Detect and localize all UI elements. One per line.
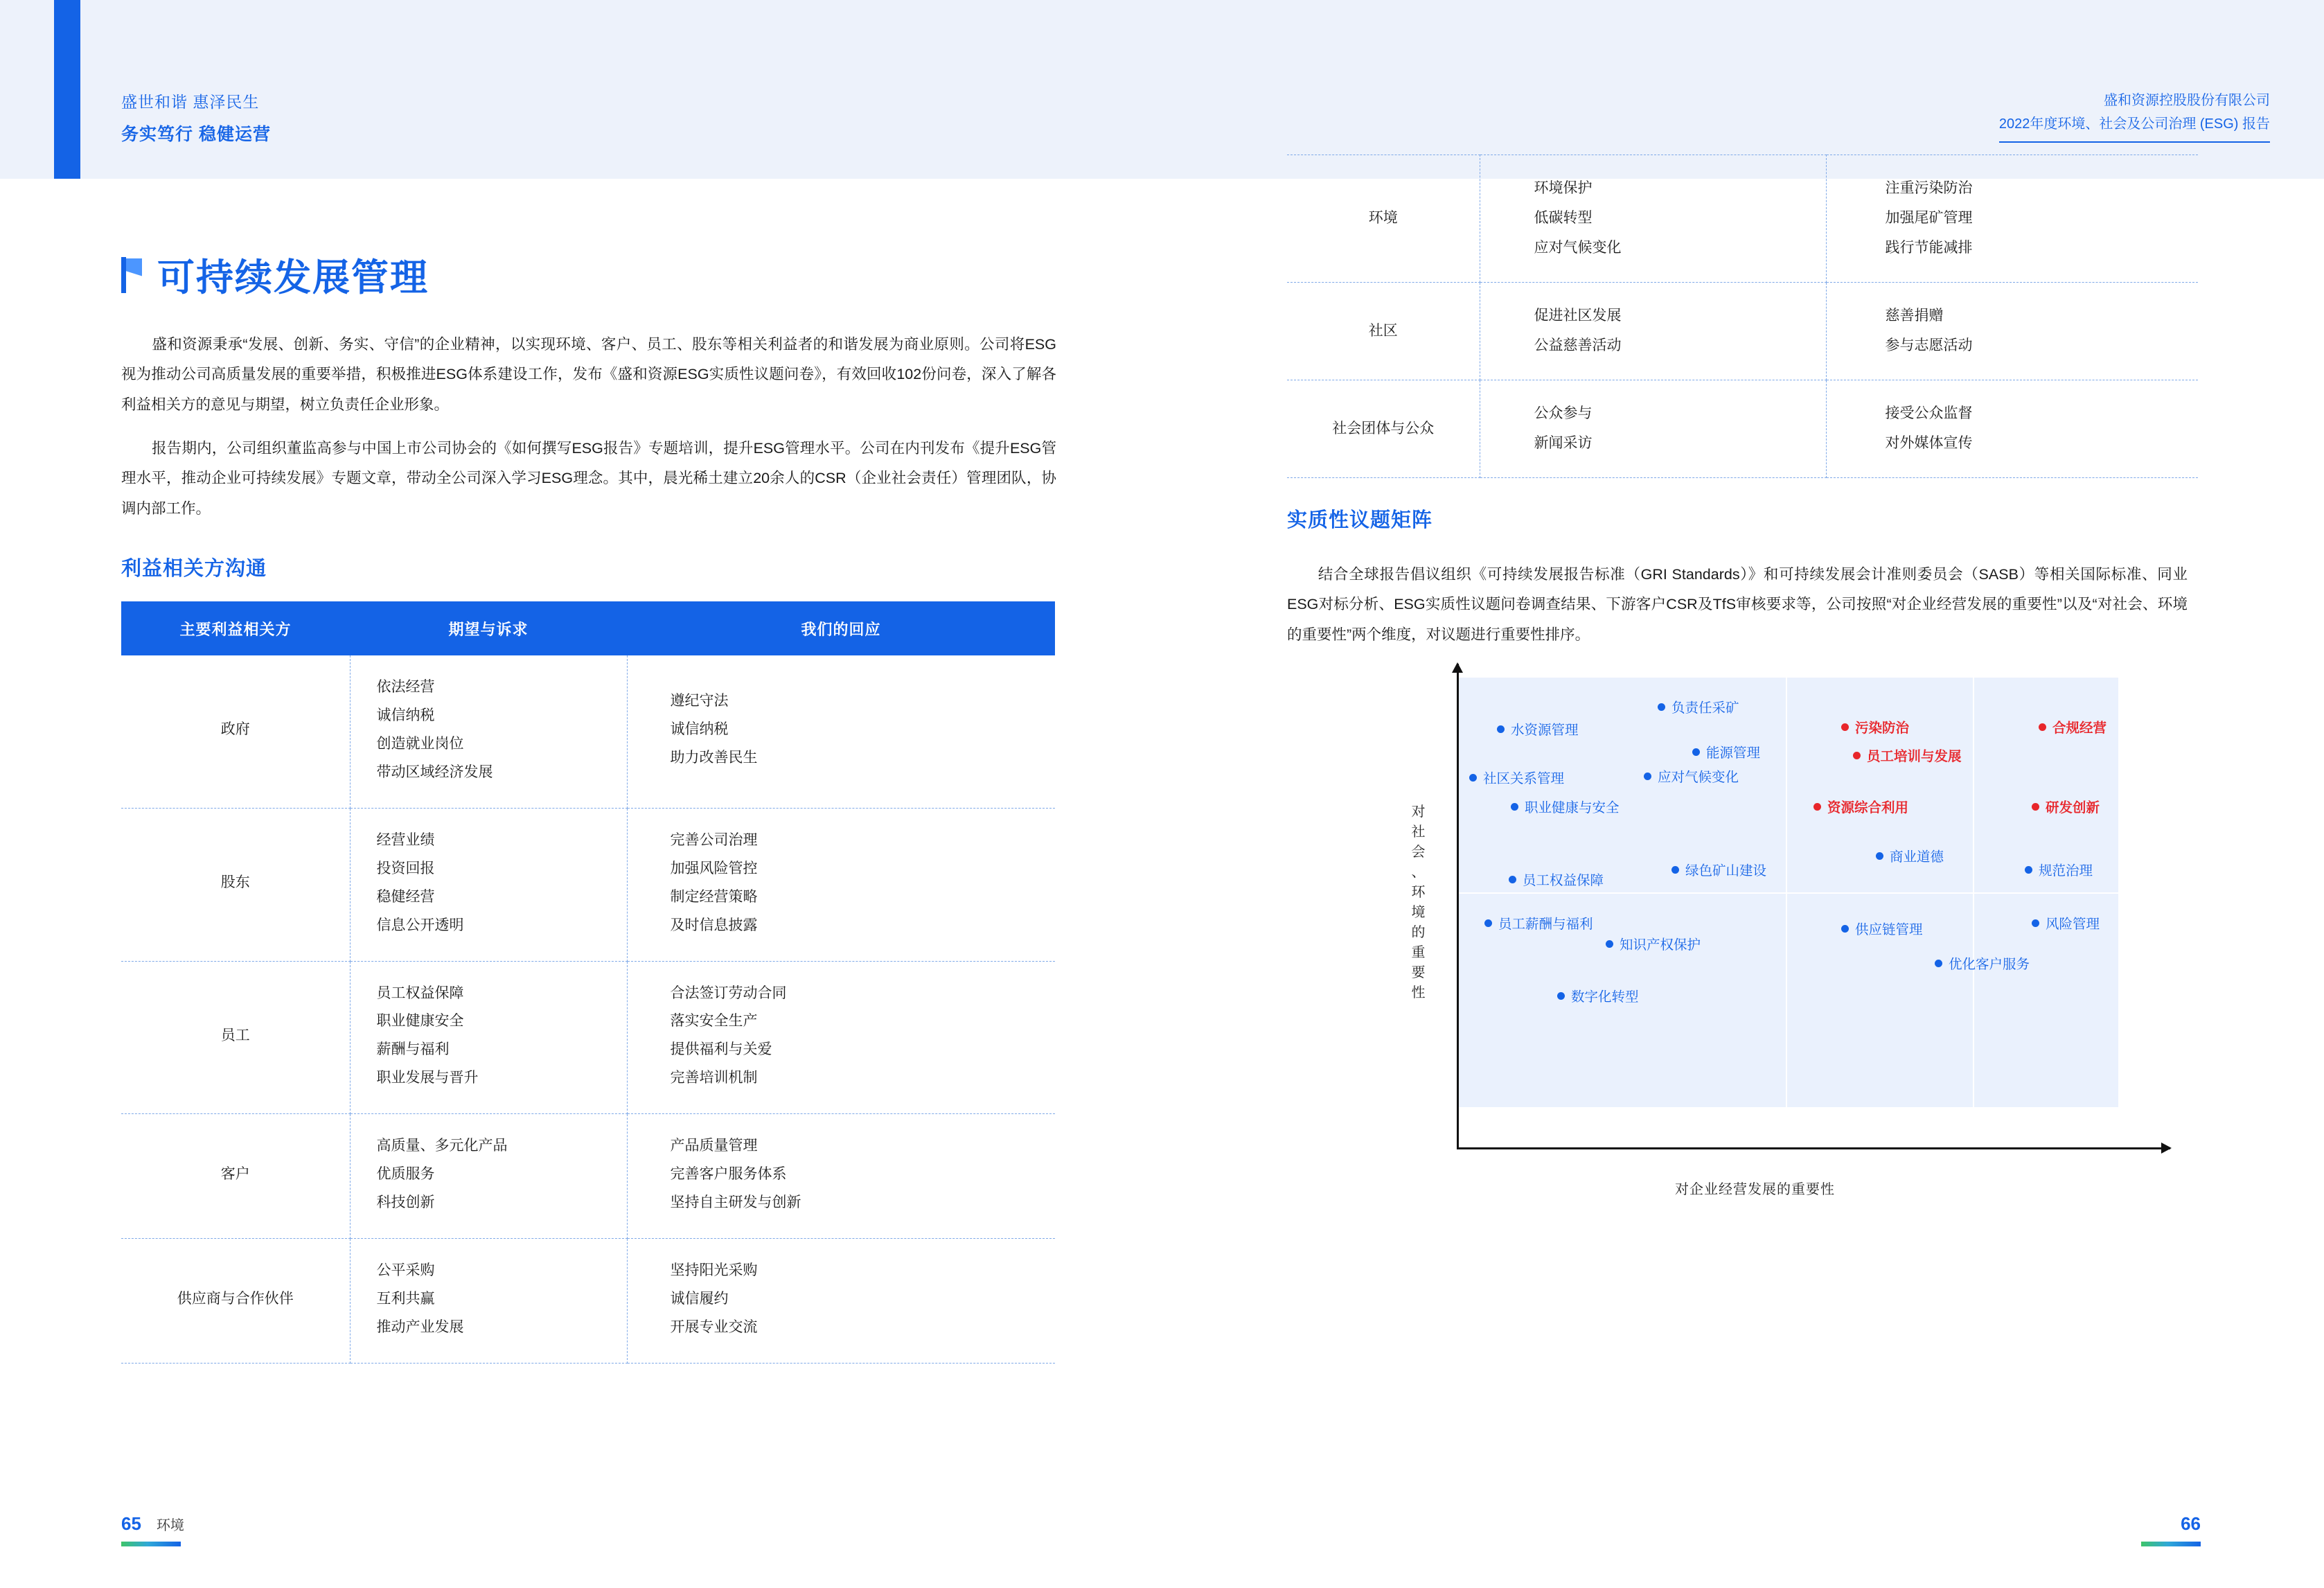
row-stakeholder-name: 环境 bbox=[1287, 155, 1480, 283]
response-item: 完善公司治理 bbox=[670, 831, 758, 848]
chart-point: 数字化转型 bbox=[1557, 986, 1639, 1005]
expectation-item: 诚信纳税 bbox=[376, 707, 435, 723]
row-responses bbox=[1826, 155, 2198, 283]
header-company-name: 盛和资源控股股份有限公司 bbox=[2104, 93, 2270, 108]
response-item: 完善培训机制 bbox=[670, 1070, 758, 1086]
table-header-cell-stakeholder: 主要利益相关方 bbox=[121, 601, 350, 655]
footer-left bbox=[121, 1513, 184, 1546]
footer-right bbox=[2141, 1513, 2201, 1546]
expectation-item: 高质量、多元化产品 bbox=[376, 1138, 508, 1154]
row-responses bbox=[627, 655, 1055, 808]
expectation-item: 公平采购 bbox=[376, 1262, 435, 1279]
section-title-materiality: 实质性议题矩阵 bbox=[1287, 509, 1433, 531]
chart-point: 负责任采矿 bbox=[1658, 697, 1739, 716]
footer-chapter-label: 环境 bbox=[156, 1518, 184, 1533]
response-item: 合法签订劳动合同 bbox=[670, 985, 787, 1001]
row-responses bbox=[1826, 380, 2198, 478]
response-item: 提供福利与关爱 bbox=[670, 1041, 772, 1058]
expectation-item: 职业发展与晋升 bbox=[376, 1070, 479, 1086]
intro-paragraph-2 bbox=[121, 434, 1056, 524]
expectation-item: 优质服务 bbox=[376, 1166, 435, 1183]
chart-y-axis bbox=[1457, 664, 1459, 1149]
intro-paragraph-1 bbox=[121, 330, 1056, 420]
row-stakeholder-name: 政府 bbox=[121, 655, 350, 808]
chart-plot-area bbox=[1457, 678, 2118, 1107]
row-expectations bbox=[1480, 283, 1826, 380]
chart-gridline-horizontal bbox=[1457, 892, 2118, 894]
chart-point: 风险管理 bbox=[2032, 913, 2100, 933]
row-stakeholder-name: 客户 bbox=[121, 1114, 350, 1239]
expectation-item: 经营业绩 bbox=[376, 831, 435, 848]
row-stakeholder-name: 股东 bbox=[121, 808, 350, 961]
table-row bbox=[121, 808, 1055, 961]
row-stakeholder-name: 社会团体与公众 bbox=[1287, 380, 1480, 478]
row-expectations bbox=[350, 1239, 627, 1364]
page-number-left: 65 bbox=[121, 1513, 141, 1534]
response-item: 遵纪守法 bbox=[670, 693, 729, 709]
chart-point-highlight: 合规经营 bbox=[2039, 717, 2106, 736]
page-title-text: 可持续发展管理 bbox=[157, 257, 429, 299]
row-expectations bbox=[1480, 155, 1826, 283]
right-page bbox=[1162, 179, 2324, 1588]
stakeholder-table bbox=[121, 601, 1055, 1364]
expectation-item: 科技创新 bbox=[376, 1194, 435, 1211]
materiality-matrix-chart bbox=[1287, 664, 2215, 1357]
row-responses bbox=[627, 808, 1055, 961]
chart-point: 商业道德 bbox=[1876, 846, 1944, 865]
expectation-item: 创造就业岗位 bbox=[376, 735, 464, 752]
expectation-item: 薪酬与福利 bbox=[376, 1041, 450, 1058]
expectation-item: 信息公开透明 bbox=[376, 917, 464, 933]
header-slogan-line2: 务实笃行 稳健运营 bbox=[121, 124, 271, 144]
response-item: 加强尾矿管理 bbox=[1885, 210, 1973, 227]
table-row bbox=[1287, 155, 2198, 283]
expectation-item: 稳健经营 bbox=[376, 888, 435, 905]
table-row bbox=[1287, 380, 2198, 478]
table-header-row bbox=[121, 601, 1055, 655]
chart-point: 水资源管理 bbox=[1497, 719, 1579, 739]
row-responses bbox=[1826, 283, 2198, 380]
chart-point: 绿色矿山建设 bbox=[1671, 860, 1766, 879]
chart-x-axis-label: 对企业经营发展的重要性 bbox=[1675, 1182, 1835, 1197]
response-item: 慈善捐赠 bbox=[1885, 308, 1944, 324]
chart-point-highlight: 员工培训与发展 bbox=[1853, 746, 1962, 765]
footer-accent-bar bbox=[2141, 1542, 2201, 1546]
row-expectations bbox=[1480, 380, 1826, 478]
response-item: 诚信履约 bbox=[670, 1291, 729, 1307]
response-item: 对外媒体宣传 bbox=[1885, 435, 1973, 452]
footer-accent-bar bbox=[121, 1542, 181, 1546]
response-item: 落实安全生产 bbox=[670, 1013, 758, 1030]
row-expectations bbox=[350, 655, 627, 808]
response-item: 注重污染防治 bbox=[1885, 180, 1973, 196]
row-expectations bbox=[350, 1114, 627, 1239]
chart-x-axis bbox=[1457, 1147, 2170, 1149]
table-row bbox=[121, 1114, 1055, 1239]
response-item: 产品质量管理 bbox=[670, 1138, 758, 1154]
header-slogan-line1: 盛世和谐 惠泽民生 bbox=[121, 93, 260, 111]
response-item: 及时信息披露 bbox=[670, 917, 758, 933]
expectation-item: 依法经营 bbox=[376, 679, 435, 695]
row-stakeholder-name: 社区 bbox=[1287, 283, 1480, 380]
row-responses bbox=[627, 1114, 1055, 1239]
expectation-item: 推动产业发展 bbox=[376, 1318, 464, 1335]
left-page bbox=[0, 179, 1162, 1588]
row-responses bbox=[627, 1239, 1055, 1364]
header-slogan bbox=[121, 90, 271, 148]
expectation-item: 职业健康安全 bbox=[376, 1013, 464, 1030]
expectation-item: 新闻采访 bbox=[1534, 435, 1593, 452]
flag-icon bbox=[121, 257, 142, 293]
intro-paragraph-1-text: 盛和资源秉承“发展、创新、务实、守信”的企业精神，以实现环境、客户、员工、股东等相关利益者的和谐发展为商业原则。公司将ESG视为推动公司高质量发展的重要举措，积极推进ESG体系建设工作，发布《盛和资源ESG实质性议题问卷》，有效回收102份问卷，深入了解各利益相关方的意见与期望，树立负责任企业形象。 bbox=[121, 336, 1056, 413]
expectation-item: 带动区域经济发展 bbox=[376, 764, 493, 780]
table-row bbox=[121, 655, 1055, 808]
response-item: 坚持阳光采购 bbox=[670, 1262, 758, 1279]
response-item: 制定经营策略 bbox=[670, 888, 758, 905]
chart-point-highlight: 污染防治 bbox=[1841, 717, 1909, 736]
response-item: 践行节能减排 bbox=[1885, 240, 1973, 256]
page-title bbox=[121, 248, 429, 301]
chart-point-highlight: 研发创新 bbox=[2032, 797, 2100, 816]
expectation-item: 环境保护 bbox=[1534, 180, 1593, 196]
chart-point: 优化客户服务 bbox=[1935, 953, 2030, 973]
response-item: 加强风险管控 bbox=[670, 860, 758, 876]
row-stakeholder-name: 供应商与合作伙伴 bbox=[121, 1239, 350, 1364]
table-row bbox=[121, 961, 1055, 1114]
chart-point: 供应链管理 bbox=[1841, 919, 1923, 938]
chart-point: 社区关系管理 bbox=[1469, 768, 1564, 787]
header-report-name: 2022年度环境、社会及公司治理 (ESG) 报告 bbox=[1998, 116, 2270, 132]
chart-y-axis-label: 对 社 会 、 环 境 的 重 要 性 bbox=[1411, 804, 1426, 1000]
header-rule bbox=[1999, 141, 2270, 143]
expectation-item: 应对气候变化 bbox=[1534, 240, 1622, 256]
intro-paragraph-2-text: 报告期内，公司组织董监高参与中国上市公司协会的《如何撰写ESG报告》专题培训，提升ESG管理水平。公司在内刊发布《提升ESG管理水平，推动企业可持续发展》专题文章，带动全公司深入学习ESG理念。其中，晨光稀土建立20余人的CSR（企业社会责任）管理团队，协调内部工作。 bbox=[121, 440, 1056, 517]
row-stakeholder-name: 员工 bbox=[121, 961, 350, 1114]
table-header-cell-responses: 我们的回应 bbox=[627, 601, 1055, 655]
chart-point: 应对气候变化 bbox=[1644, 766, 1739, 786]
table-header-cell-expectations: 期望与诉求 bbox=[350, 601, 627, 655]
chart-point: 员工薪酬与福利 bbox=[1484, 913, 1593, 933]
materiality-paragraph bbox=[1287, 560, 2188, 650]
materiality-paragraph-text: 结合全球报告倡议组织《可持续发展报告标准（GRI Standards）》和可持续发展会计准则委员会（SASB）等相关国际标准、同业ESG对标分析、ESG实质性议题问卷调查结果、下游客户CSR及TfS审核要求等，公司按照“对企业经营发展的重要性”以及“对社会、环境的重要性”两个维度，对议题进行重要性排序。 bbox=[1287, 566, 2188, 643]
expectation-item: 低碳转型 bbox=[1534, 210, 1593, 227]
section-title-stakeholder: 利益相关方沟通 bbox=[121, 558, 267, 580]
expectation-item: 投资回报 bbox=[376, 860, 435, 876]
table-row bbox=[121, 1239, 1055, 1364]
response-item: 接受公众监督 bbox=[1885, 405, 1973, 422]
response-item: 完善客户服务体系 bbox=[670, 1166, 787, 1183]
response-item: 助力改善民生 bbox=[670, 750, 758, 766]
chart-point: 知识产权保护 bbox=[1606, 934, 1701, 953]
response-item: 参与志愿活动 bbox=[1885, 337, 1973, 354]
page-number-right: 66 bbox=[2181, 1513, 2201, 1534]
chart-point-highlight: 资源综合利用 bbox=[1813, 797, 1908, 816]
table-row bbox=[1287, 283, 2198, 380]
response-item: 坚持自主研发与创新 bbox=[670, 1194, 801, 1211]
header-blue-tab bbox=[54, 0, 80, 179]
stakeholder-table-continued bbox=[1287, 155, 2198, 478]
header-company-info bbox=[1999, 89, 2270, 143]
chart-point: 员工权益保障 bbox=[1509, 870, 1604, 889]
expectation-item: 互利共赢 bbox=[376, 1291, 435, 1307]
chart-point: 规范治理 bbox=[2025, 860, 2093, 879]
expectation-item: 公益慈善活动 bbox=[1534, 337, 1622, 354]
expectation-item: 员工权益保障 bbox=[376, 985, 464, 1001]
chart-point: 职业健康与安全 bbox=[1511, 797, 1620, 816]
row-expectations bbox=[350, 961, 627, 1114]
row-responses bbox=[627, 961, 1055, 1114]
response-item: 开展专业交流 bbox=[670, 1318, 758, 1335]
expectation-item: 促进社区发展 bbox=[1534, 308, 1622, 324]
response-item: 诚信纳税 bbox=[670, 721, 729, 738]
page-header-band bbox=[0, 0, 2324, 179]
row-expectations bbox=[350, 808, 627, 961]
chart-point: 能源管理 bbox=[1692, 742, 1760, 761]
expectation-item: 公众参与 bbox=[1534, 405, 1593, 422]
